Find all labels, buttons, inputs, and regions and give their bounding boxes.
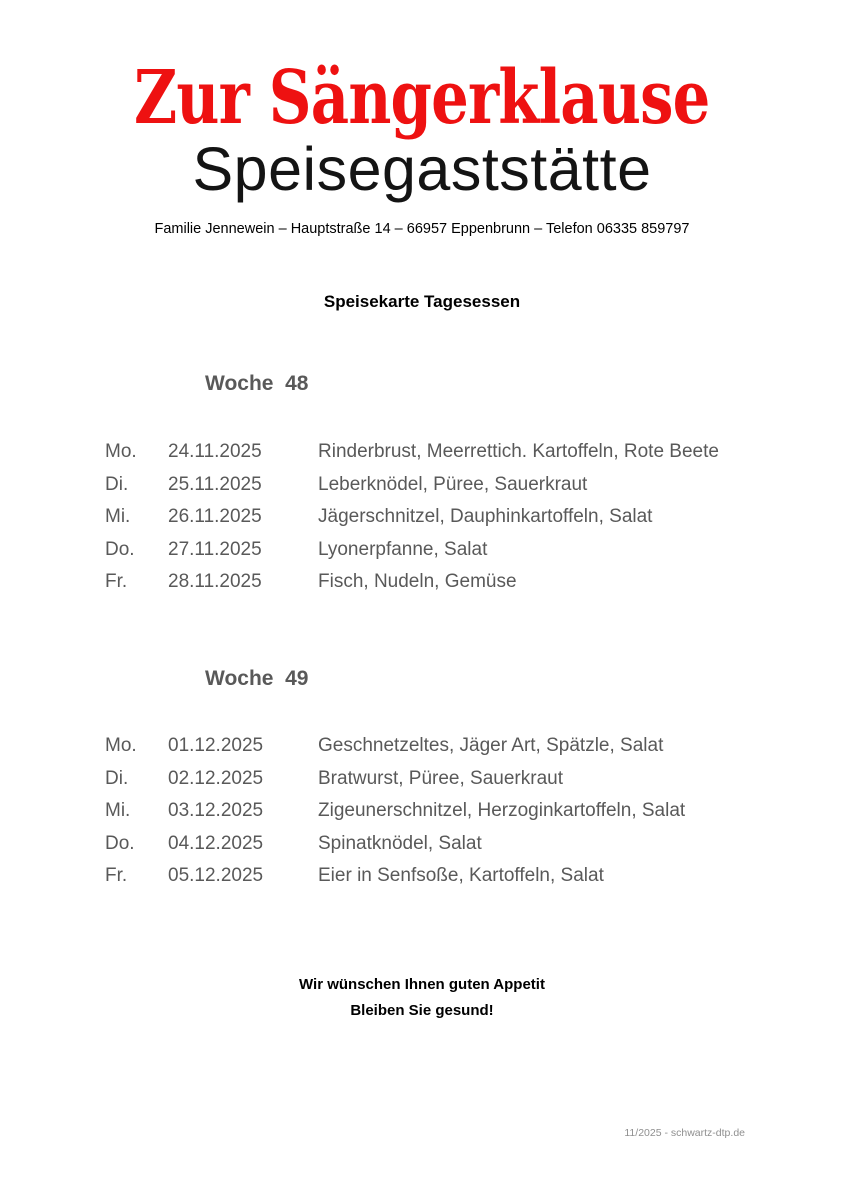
meal-cell: Jägerschnitzel, Dauphinkartoffeln, Salat: [318, 506, 653, 528]
day-cell: Mo.: [105, 441, 137, 463]
day-cell: Mo.: [105, 735, 137, 757]
meal-cell: Zigeunerschnitzel, Herzoginkartoffeln, Salat: [318, 800, 686, 822]
meal-cell: Lyonerpfanne, Salat: [318, 538, 488, 560]
meal-cell: Bratwurst, Püree, Sauerkraut: [318, 767, 563, 789]
meal-cell: Rinderbrust, Meerrettich. Kartoffeln, Rote Beete: [318, 441, 719, 463]
day-cell: Mi.: [105, 800, 131, 822]
restaurant-title-text: Zur Sängerklause: [134, 55, 710, 141]
menu-row: [105, 566, 814, 599]
menu-row: [105, 730, 814, 763]
day-cell: Di.: [105, 767, 129, 789]
menu-row: [105, 501, 814, 534]
date-cell: 24.11.2025: [168, 441, 262, 463]
menu-row: [105, 795, 814, 828]
closing-message: [0, 972, 844, 1024]
menu-row: [105, 763, 814, 796]
meal-cell: Geschnetzeltes, Jäger Art, Spätzle, Salat: [318, 735, 664, 757]
meal-cell: Fisch, Nudeln, Gemüse: [318, 571, 517, 593]
date-cell: 27.11.2025: [168, 538, 262, 560]
date-cell: 05.12.2025: [168, 865, 264, 887]
day-cell: Mi.: [105, 506, 131, 528]
week-49-label: Woche 49: [205, 667, 309, 690]
menu-row: [105, 436, 814, 469]
date-cell: 25.11.2025: [168, 473, 262, 495]
menu-row: [105, 469, 814, 502]
date-cell: 03.12.2025: [168, 800, 264, 822]
menu-row: [105, 860, 814, 893]
menu-row: [105, 828, 814, 861]
date-cell: 02.12.2025: [168, 767, 264, 789]
date-cell: 04.12.2025: [168, 832, 264, 854]
day-cell: Do.: [105, 832, 135, 854]
day-cell: Fr.: [105, 865, 128, 887]
day-cell: Do.: [105, 538, 135, 560]
menu-heading: Speisekarte Tagesessen: [323, 292, 521, 311]
meal-cell: Leberknödel, Püree, Sauerkraut: [318, 473, 588, 495]
meal-cell: Spinatknödel, Salat: [318, 832, 482, 854]
closing-line-2: Bleiben Sie gesund!: [350, 1002, 494, 1019]
date-cell: 28.11.2025: [168, 571, 262, 593]
address-line: Familie Jennewein – Hauptstraße 14 – 66957 Eppenbrunn – Telefon 06335 859797: [154, 221, 690, 237]
week-48-label: Woche 48: [205, 372, 309, 395]
week-48-table: [105, 436, 814, 599]
meal-cell: Eier in Senfsoße, Kartoffeln, Salat: [318, 865, 604, 887]
date-cell: 01.12.2025: [168, 735, 264, 757]
date-cell: 26.11.2025: [168, 506, 262, 528]
week-49-table: [105, 730, 814, 893]
footer-credit: 11/2025 - schwartz-dtp.de: [624, 1127, 745, 1139]
closing-line-1: Wir wünschen Ihnen guten Appetit: [299, 976, 545, 993]
restaurant-subtitle: Speisegaststätte: [192, 135, 652, 203]
day-cell: Di.: [105, 473, 129, 495]
day-cell: Fr.: [105, 571, 128, 593]
menu-row: [105, 534, 814, 567]
